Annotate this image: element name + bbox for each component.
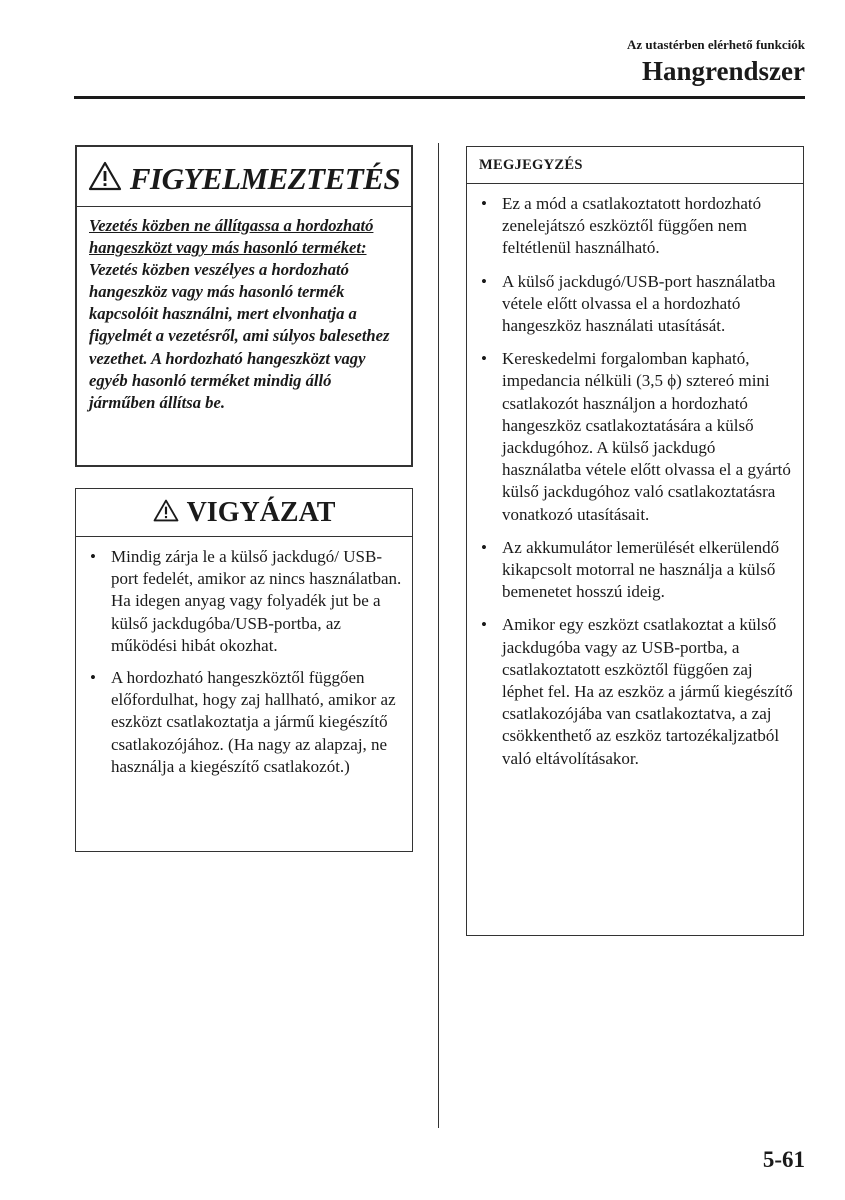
header-divider [74,96,805,99]
bullet: • [481,271,487,291]
list-item [481,271,797,338]
list-item-text: Amikor egy eszközt csatlakoztat a külső jackdugóba vagy az USB-portba, a csatlakoztatott eszköztől függően zaj léphet fel. Ha az eszköz a jármű kiegészítő csatlakozójába van csatlakoztatva, a zaj csökkenthető az eszköz tartozékaljzatból való eltávolításakor. [502,615,793,768]
caution-title: VIGYÁZAT [186,496,336,528]
page-title: Hangrendszer [642,56,805,86]
warning-text: Vezetés közben veszélyes a hordozható hangeszköz vagy más hasonló termék kapcsolóit használni, mert elvonhatja a figyelmét a vezetésről, ami súlyos balesethez vezethet. A hordozható hangeszközt vagy egyéb hasonló terméket mindig álló járműben állítsa be. [89,260,390,412]
list-item-text: Kereskedelmi forgalomban kapható, impedancia nélküli (3,5 ϕ) sztereó mini csatlakozót használjon a hordozható hangeszköz csatlakoztatására a külső jackdugóhoz. A külső jackdugó használatba vétele előtt olvassa el a gyártó külső jackdugóhoz való csatlakoztatásra vonatkozó utasításait. [502,349,791,524]
caution-title-bar [76,489,412,537]
bullet: • [90,668,96,688]
warning-box [75,145,413,467]
list-item [481,537,797,604]
list-item-text: Mindig zárja le a külső jackdugó/ USB-port fedelét, amikor az nincs használatban. Ha idegen anyag vagy folyadék jut be a külső jackdugóba/USB-portba, az működési hibát okozhat. [111,547,402,655]
list-item-text: Az akkumulátor lemerülését elkerülendő kikapcsolt motorral ne használja a külső bemenetet hosszú ideig. [502,537,780,602]
bullet: • [481,537,487,557]
caution-box [75,488,413,852]
warning-headline: Vezetés közben ne állítgassa a hordozható hangeszközt vagy más hasonló terméket: [89,216,374,258]
warning-title: FIGYELMEZTETÉS [129,160,401,196]
list-item-text: Ez a mód a csatlakoztatott hordozható zenelejátszó eszköztől függően nem feltétlenül használható. [502,194,762,258]
note-list [467,184,803,770]
warning-triangle-icon [88,161,122,196]
list-item [481,193,797,260]
bullet: • [481,194,487,213]
list-item [481,614,797,769]
column-divider [438,143,439,1128]
list-item [481,348,797,526]
warning-title-bar [77,147,411,207]
list-item [90,667,404,778]
page-number: 5-61 [762,1147,805,1172]
warning-triangle-icon [153,499,179,527]
warning-body [77,207,411,414]
bullet: • [481,615,487,635]
bullet: • [481,349,487,369]
list-item-text: A hordozható hangeszköztől függően előfordulhat, hogy zaj hallható, amikor az eszközt csatlakoztatja a jármű kiegészítő csatlakozójához. (Ha nagy az alapzaj, ne használja a kiegészítő csatlakozót.) [111,668,396,776]
section-subtitle: Az utastérben elérhető funkciók [626,37,805,52]
note-title: MEGJEGYZÉS [467,147,803,184]
caution-list [76,537,412,778]
list-item [90,546,404,657]
bullet: • [90,547,96,566]
list-item-text: A külső jackdugó/USB-port használatba vétele előtt olvassa el a hordozható hangeszköz használati utasítását. [502,271,776,336]
note-box [466,146,804,936]
